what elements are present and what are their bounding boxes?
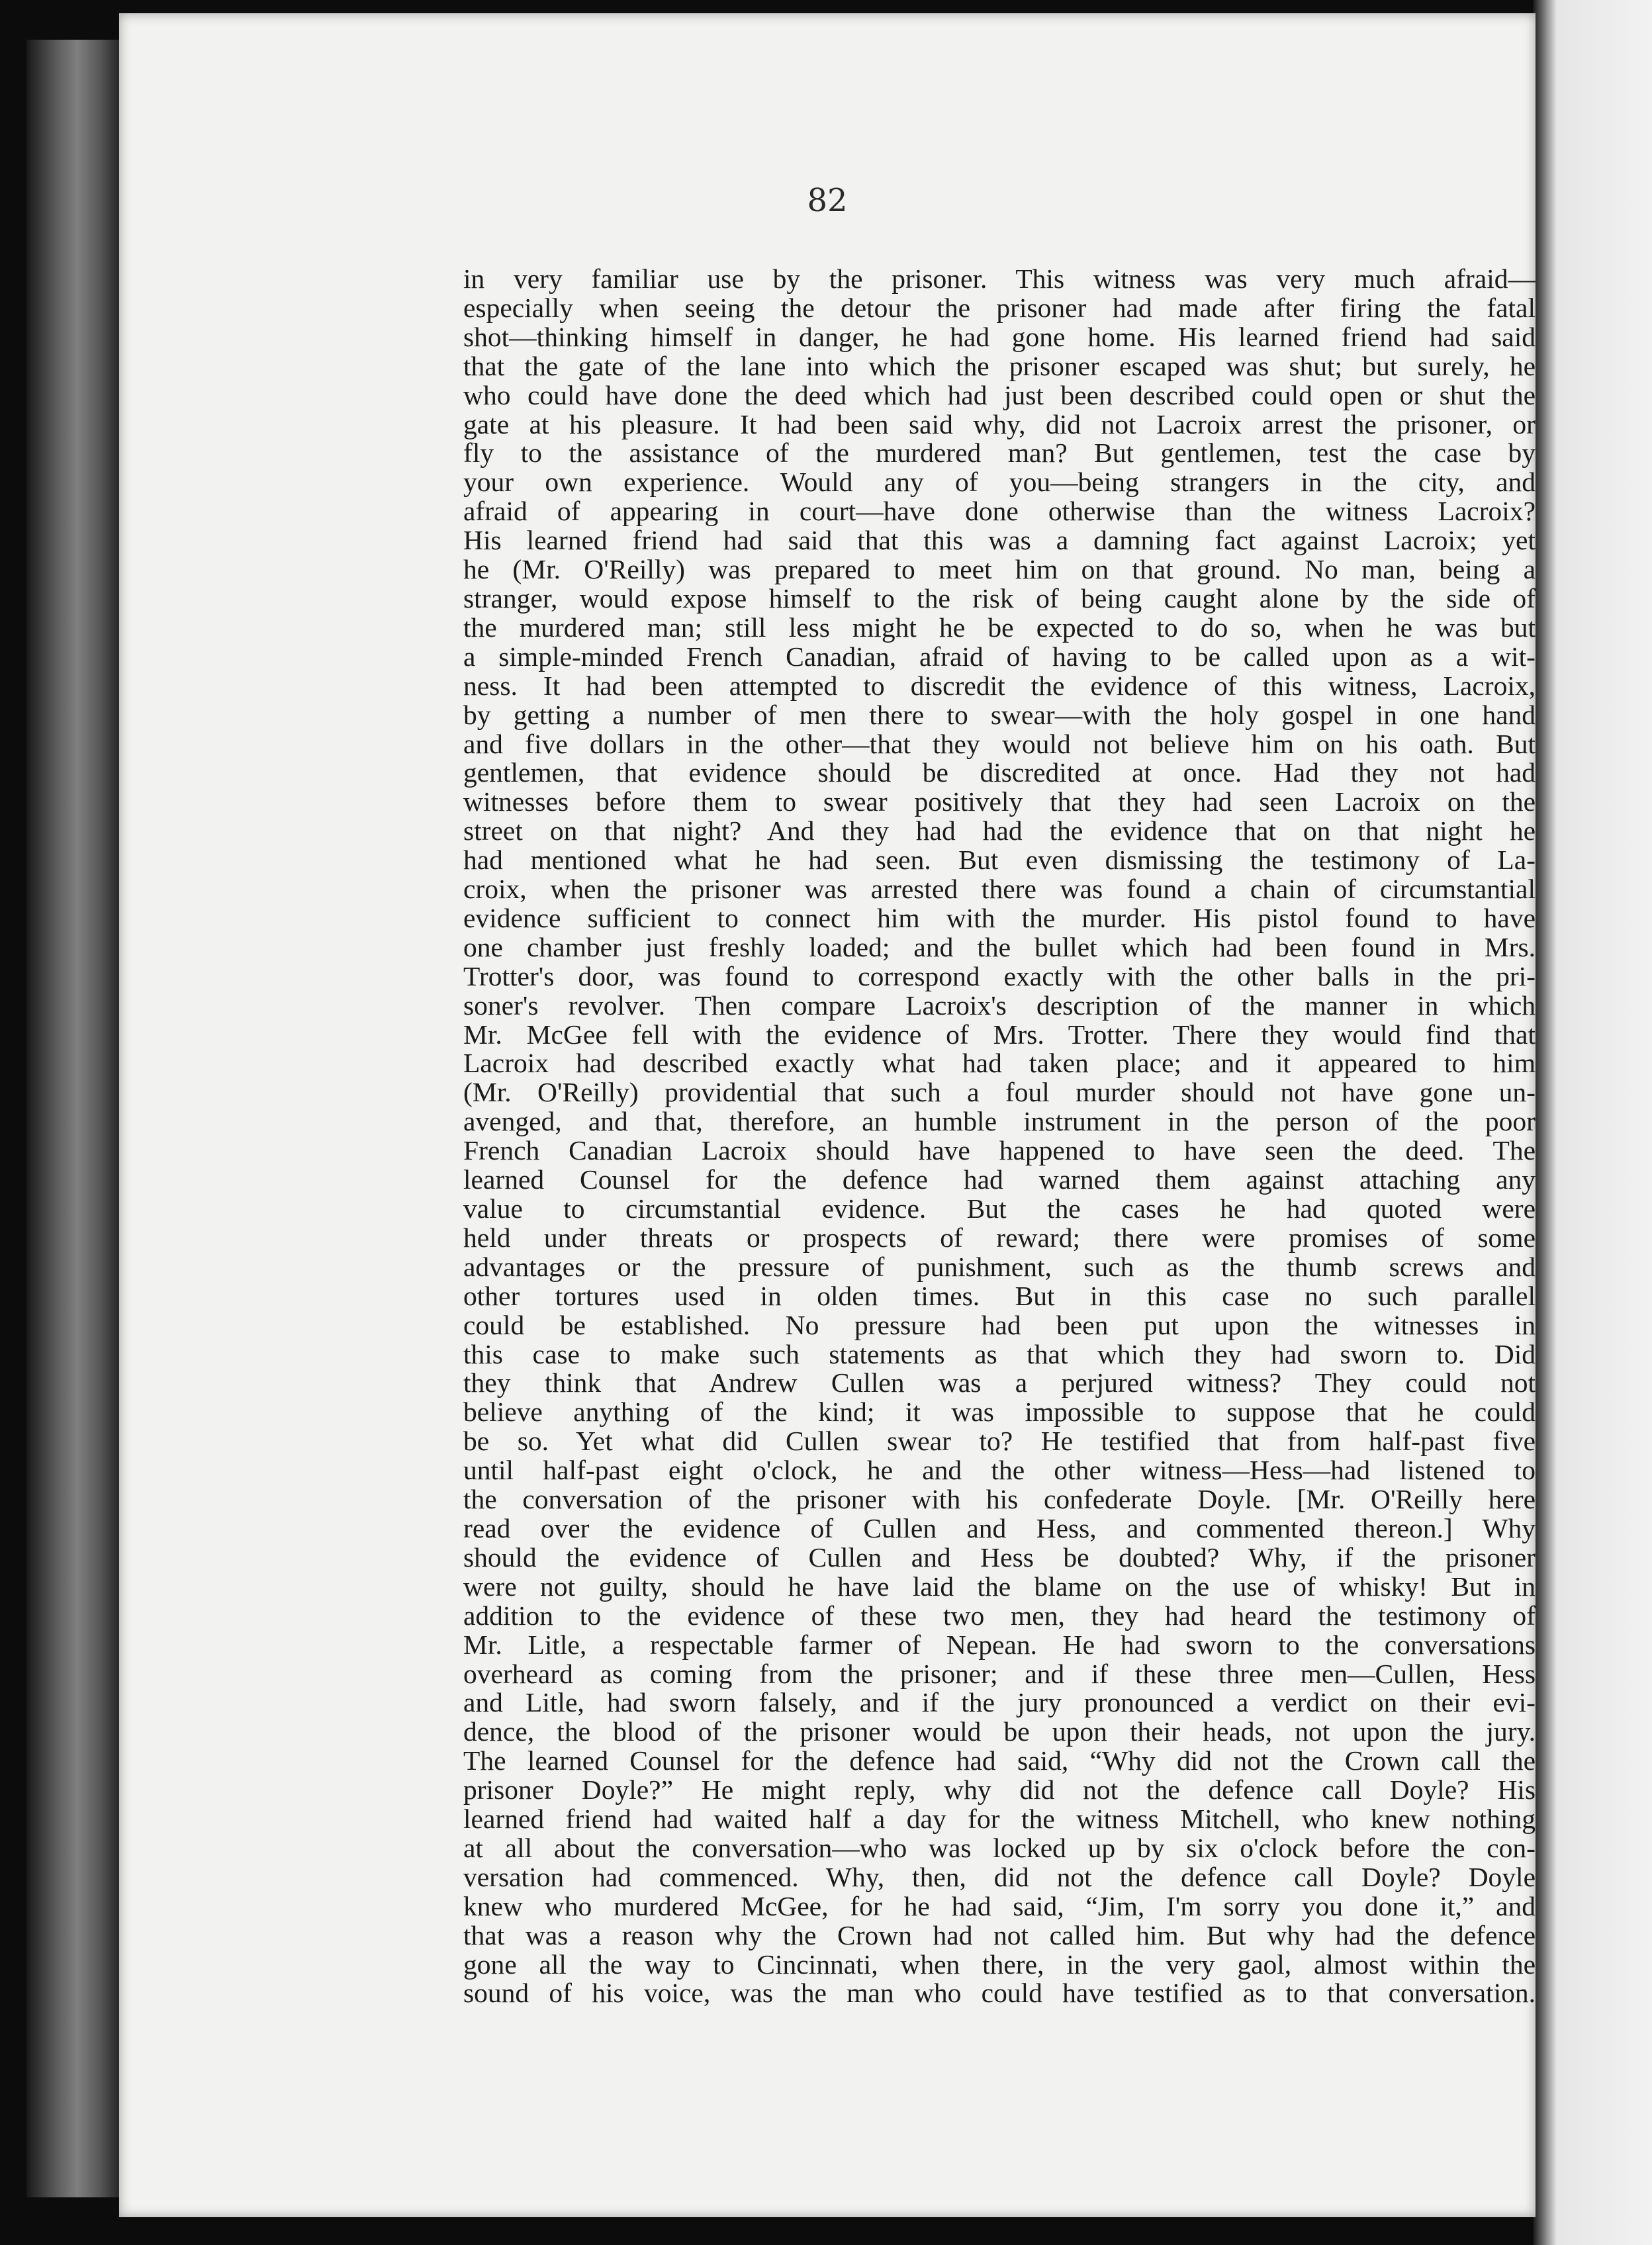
text-line: shot—thinking himself in danger, he had gone home. His learned friend had said: [463, 321, 1536, 352]
text-line: this case to make such statements as that which they had sworn to. Did: [463, 1338, 1536, 1369]
text-line: your own experience. Would any of you—being strangers in the city, and: [463, 467, 1536, 498]
text-line: ness. It had been attempted to discredit the evidence of this witness, Lacroix,: [463, 670, 1536, 701]
text-line: the conversation of the prisoner with his confederate Doyle. [Mr. O'Reilly here: [463, 1484, 1536, 1515]
text-line: believe anything of the kind; it was impossible to suppose that he could: [463, 1397, 1536, 1428]
text-line: street on that night? And they had had the evidence that on that night he: [463, 815, 1536, 847]
text-line: who could have done the deed which had just been described could open or shut the: [463, 379, 1536, 410]
text-line: they think that Andrew Cullen was a perjured witness? They could not: [463, 1367, 1536, 1398]
text-line: Trotter's door, was found to correspond exactly with the other balls in the pri-: [463, 960, 1536, 991]
document-page: [119, 13, 1536, 2217]
text-line: The learned Counsel for the defence had said, “Why did not the Crown call the: [463, 1745, 1536, 1776]
text-line: were not guilty, should he have laid the blame on the use of whisky! But in: [463, 1571, 1536, 1602]
text-line: by getting a number of men there to swear—with the holy gospel in one hand: [463, 699, 1536, 730]
text-line: afraid of appearing in court—have done otherwise than the witness Lacroix?: [463, 496, 1536, 527]
text-line: His learned friend had said that this was a damning fact against Lacroix; yet: [463, 525, 1536, 556]
text-line: gate at his pleasure. It had been said why, did not Lacroix arrest the prisoner, or: [463, 408, 1536, 439]
text-line: witnesses before them to swear positively that they had seen Lacroix on the: [463, 786, 1536, 817]
body-text: [463, 265, 1536, 2008]
text-line: versation had commenced. Why, then, did not the defence call Doyle? Doyle: [463, 1861, 1536, 1892]
facing-page-edge: [1533, 0, 1652, 2245]
page-number: 82: [807, 182, 848, 219]
text-line: croix, when the prisoner was arrested there was found a chain of circumstantial: [463, 874, 1536, 905]
text-line: read over the evidence of Cullen and Hess, and commented thereon.] Why: [463, 1512, 1536, 1543]
text-line: (Mr. O'Reilly) providential that such a foul murder should not have gone un-: [463, 1077, 1536, 1108]
text-line: value to circumstantial evidence. But the cases he had quoted were: [463, 1193, 1536, 1224]
text-line: knew who murdered McGee, for he had said, “Jim, I'm sorry you done it,” and: [463, 1890, 1536, 1921]
text-line: dence, the blood of the prisoner would be upon their heads, not upon the jury.: [463, 1716, 1536, 1747]
text-line: prisoner Doyle?” He might reply, why did not the defence call Doyle? His: [463, 1774, 1536, 1806]
text-line: had mentioned what he had seen. But even dismissing the testimony of La-: [463, 845, 1536, 876]
text-line: stranger, would expose himself to the risk of being caught alone by the side of: [463, 582, 1536, 614]
book-edge-left: [26, 40, 119, 2197]
text-line: evidence sufficient to connect him with the murder. His pistol found to have: [463, 902, 1536, 933]
text-line: learned friend had waited half a day for the witness Mitchell, who knew nothing: [463, 1804, 1536, 1835]
text-line: a simple-minded French Canadian, afraid of having to be called upon as a wit-: [463, 641, 1536, 672]
text-line: and five dollars in the other—that they would not believe him on his oath. But: [463, 728, 1536, 759]
text-line: overheard as coming from the prisoner; and if these three men—Cullen, Hess: [463, 1658, 1536, 1689]
text-line: especially when seeing the detour the prisoner had made after firing the fatal: [463, 292, 1536, 323]
text-line: at all about the conversation—who was locked up by six o'clock before the con-: [463, 1832, 1536, 1863]
text-line: could be established. No pressure had been put upon the witnesses in: [463, 1309, 1536, 1340]
text-line: gentlemen, that evidence should be discredited at once. Had they not had: [463, 757, 1536, 788]
text-line: soner's revolver. Then compare Lacroix's description of the manner in which: [463, 989, 1536, 1021]
text-line: Lacroix had described exactly what had taken place; and it appeared to him: [463, 1048, 1536, 1079]
text-line: avenged, and that, therefore, an humble instrument in the person of the poor: [463, 1106, 1536, 1137]
text-line: other tortures used in olden times. But in this case no such parallel: [463, 1280, 1536, 1311]
text-line: held under threats or prospects of reward; there were promises of some: [463, 1222, 1536, 1253]
text-line: that the gate of the lane into which the prisoner escaped was shut; but surely, he: [463, 350, 1536, 381]
text-line: be so. Yet what did Cullen swear to? He testified that from half-past five: [463, 1426, 1536, 1457]
text-line: addition to the evidence of these two men, they had heard the testimony of: [463, 1600, 1536, 1631]
text-line: should the evidence of Cullen and Hess be doubted? Why, if the prisoner: [463, 1541, 1536, 1573]
text-line: French Canadian Lacroix should have happened to have seen the deed. The: [463, 1135, 1536, 1166]
text-line: sound of his voice, was the man who could have testified as to that conversation.: [463, 1978, 1536, 2009]
text-line: gone all the way to Cincinnati, when there, in the very gaol, almost within the: [463, 1948, 1536, 1980]
text-line: he (Mr. O'Reilly) was prepared to meet him on that ground. No man, being a: [463, 554, 1536, 585]
text-line: that was a reason why the Crown had not called him. But why had the defence: [463, 1919, 1536, 1950]
text-line: one chamber just freshly loaded; and the bullet which had been found in Mrs.: [463, 931, 1536, 962]
text-line: until half-past eight o'clock, he and the other witness—Hess—had listened to: [463, 1455, 1536, 1486]
text-line: the murdered man; still less might he be expected to do so, when he was but: [463, 612, 1536, 643]
text-line: advantages or the pressure of punishment, such as the thumb screws and: [463, 1251, 1536, 1282]
text-line: learned Counsel for the defence had warned them against attaching any: [463, 1164, 1536, 1195]
text-line: in very familiar use by the prisoner. This witness was very much afraid—: [463, 263, 1536, 294]
text-line: fly to the assistance of the murdered man? But gentlemen, test the case by: [463, 437, 1536, 469]
text-line: Mr. McGee fell with the evidence of Mrs. Trotter. There they would find that: [463, 1019, 1536, 1050]
text-line: Mr. Litle, a respectable farmer of Nepean. He had sworn to the conversations: [463, 1629, 1536, 1660]
text-line: and Litle, had sworn falsely, and if the jury pronounced a verdict on their evi-: [463, 1687, 1536, 1718]
